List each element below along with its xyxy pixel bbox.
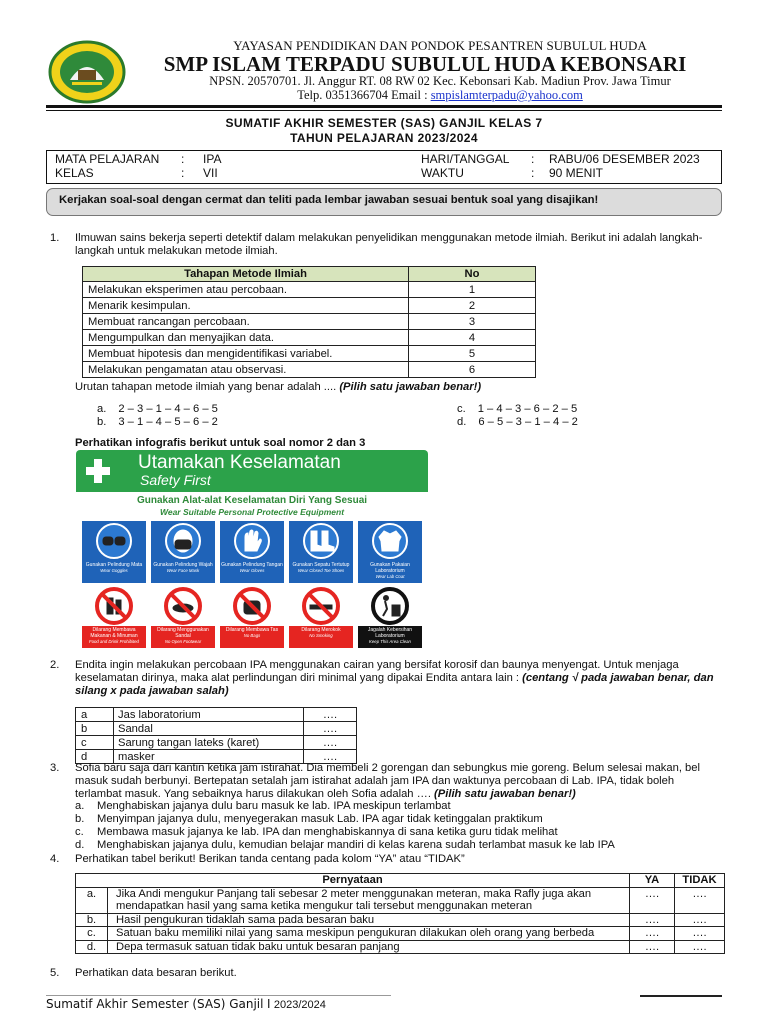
footer-separator: I bbox=[266, 997, 271, 1011]
option-text: 1 – 4 – 3 – 6 – 2 – 5 bbox=[477, 403, 578, 415]
hari-label: HARI/TANGGAL bbox=[421, 152, 510, 166]
waktu-value: 90 MENIT bbox=[549, 166, 604, 180]
method-number: 4 bbox=[409, 330, 536, 346]
statement-text: Satuan baku memiliki nilai yang sama meskipun pengukuran dilakukan oleh orang yang berbeda bbox=[108, 927, 630, 941]
face-mask-icon bbox=[163, 521, 203, 561]
q5-text: Perhatikan data besaran berikut. bbox=[75, 967, 237, 979]
table-row bbox=[76, 927, 725, 941]
infographic-title: Utamakan Keselamatan bbox=[138, 452, 341, 473]
mapel-colon: : bbox=[181, 152, 185, 166]
statement-text: Hasil pengukuran tidaklah sama pada besaran baku bbox=[108, 913, 630, 927]
q4-text: Perhatikan tabel berikut! Berikan tanda centang pada kolom “YA” atau “TIDAK” bbox=[75, 853, 465, 865]
method-number: 2 bbox=[409, 298, 536, 314]
option-letter: b bbox=[76, 722, 114, 736]
q4-th-ya: YA bbox=[630, 874, 675, 888]
method-step: Membuat hipotesis dan mengidentifikasi variabel. bbox=[83, 346, 409, 362]
required-label-en: Wear Closed Toe Shoes bbox=[297, 568, 345, 573]
q3-option-c[interactable] bbox=[75, 826, 558, 838]
ya-answer-cell[interactable]: …. bbox=[630, 927, 675, 941]
q1-th-no: No bbox=[409, 267, 536, 282]
required-label-id: Gunakan Pelindung Tangan bbox=[221, 562, 283, 568]
prohibited-card-icon-area bbox=[289, 586, 353, 626]
foundation-name: YAYASAN PENDIDIKAN DAN PONDOK PESANTREN SUBULUL HUDA bbox=[233, 38, 647, 53]
required-card-label bbox=[151, 561, 215, 583]
q3-body: Sofia baru saja dari kantin ketika jam istirahat. Dia membeli 2 gorengan dan sebungkus mie goreng. Belum selesai makan, bel masuk sudah berbunyi. Bertepatan setalah jam istirahat adalah jam IPA dan waktunya percobaan di Lab. IPA, tidak boleh terlambat masuk. Yang sebaiknya harus dilakukan oleh Sofia adalah …. bbox=[75, 762, 700, 800]
q3-option-a[interactable] bbox=[75, 800, 451, 812]
option-text: Menyimpan jajanya dulu, menyegerakan masuk Lab. IPA agar tidak ketinggalan praktikum bbox=[97, 813, 543, 825]
q5-number: 5. bbox=[50, 967, 60, 979]
ppe-prohibited-row bbox=[82, 586, 422, 648]
q2-number: 2. bbox=[50, 659, 60, 671]
ya-answer-cell[interactable]: …. bbox=[630, 940, 675, 954]
gloves-icon bbox=[232, 521, 272, 561]
q1-option-a[interactable] bbox=[97, 403, 218, 415]
tidak-answer-cell[interactable]: …. bbox=[675, 927, 725, 941]
statement-letter: c. bbox=[76, 927, 108, 941]
no-food-icon bbox=[94, 586, 134, 626]
footer-rule-right bbox=[640, 995, 722, 997]
required-label-en: Wear Lab Coat bbox=[375, 574, 405, 579]
required-card bbox=[151, 521, 215, 583]
no-sandal-icon bbox=[163, 586, 203, 626]
method-step: Menarik kesimpulan. bbox=[83, 298, 409, 314]
method-number: 1 bbox=[409, 282, 536, 298]
required-card bbox=[220, 521, 284, 583]
q1-prompt bbox=[75, 381, 481, 393]
option-text: Menghabiskan jajanya dulu baru masuk ke lab. IPA meskipun terlambat bbox=[97, 800, 451, 812]
q1-method-table bbox=[82, 266, 536, 378]
tidak-answer-cell[interactable]: …. bbox=[675, 913, 725, 927]
email-link[interactable]: smpislamterpadu@yahoo.com bbox=[430, 88, 583, 102]
table-row bbox=[83, 330, 536, 346]
kelas-colon: : bbox=[181, 166, 185, 180]
option-letter: c bbox=[76, 736, 114, 750]
option-letter: a. bbox=[97, 403, 107, 415]
q1-number: 1. bbox=[50, 232, 60, 244]
table-row bbox=[76, 736, 357, 750]
table-row bbox=[83, 346, 536, 362]
q1-th-step: Tahapan Metode Ilmiah bbox=[83, 267, 409, 282]
prohibited-card bbox=[289, 586, 353, 648]
prohibited-label-en: No Smoking bbox=[309, 633, 333, 638]
option-text: 6 – 5 – 3 – 1 – 4 – 2 bbox=[478, 416, 578, 428]
prohibited-label-en: No Open Footwear bbox=[164, 639, 202, 644]
method-step: Mengumpulkan dan menyajikan data. bbox=[83, 330, 409, 346]
required-label-en: Wear Face Mask bbox=[166, 568, 200, 573]
goggles-icon bbox=[94, 521, 134, 561]
q3-option-d[interactable] bbox=[75, 839, 615, 851]
q2-text bbox=[75, 659, 725, 698]
footer-title: Sumatif Akhir Semester (SAS) Ganjil bbox=[46, 997, 264, 1011]
option-text: Menghabiskan jajanya dulu, kemudian belajar mandiri di kelas karena sudah terlambat masuk ke lab IPA bbox=[97, 839, 615, 851]
table-row bbox=[76, 940, 725, 954]
table-row bbox=[83, 298, 536, 314]
mapel-label: MATA PELAJARAN bbox=[55, 152, 160, 166]
option-letter: a. bbox=[75, 800, 85, 812]
prohibited-card bbox=[151, 586, 215, 648]
footer-year: 2023/2024 bbox=[273, 999, 326, 1011]
option-letter: d. bbox=[457, 416, 467, 428]
instruction-text: Kerjakan soal-soal dengan cermat dan teliti pada lembar jawaban sesuai bentuk soal yang disajikan! bbox=[59, 194, 599, 206]
option-text: Jas laboratorium bbox=[114, 708, 304, 722]
safety-infographic bbox=[76, 450, 428, 648]
required-card bbox=[289, 521, 353, 583]
required-card-icon-area bbox=[358, 521, 422, 561]
q1-prompt-text: Urutan tahapan metode ilmiah yang benar adalah .... bbox=[75, 381, 340, 393]
q3-em: (Pilih satu jawaban benar!) bbox=[434, 788, 576, 800]
ppe-required-row bbox=[82, 521, 422, 583]
waktu-label: WAKTU bbox=[421, 166, 464, 180]
option-letter: c. bbox=[75, 826, 84, 838]
table-row bbox=[83, 314, 536, 330]
option-text: 2 – 3 – 1 – 4 – 6 – 5 bbox=[118, 403, 218, 415]
required-card-label bbox=[289, 561, 353, 583]
prohibited-label-en: Keep This Area Clean bbox=[369, 639, 411, 644]
prohibited-label-id: Dilarang Membawa Tas bbox=[225, 627, 279, 633]
q3-number: 3. bbox=[50, 762, 60, 774]
prohibited-card bbox=[220, 586, 284, 648]
statement-letter: a. bbox=[76, 887, 108, 913]
method-number: 5 bbox=[409, 346, 536, 362]
required-label-id: Gunakan Pelindung Mata bbox=[85, 562, 143, 568]
school-address: NPSN. 20570701. Jl. Anggur RT. 08 RW 02 Kec. Kebonsari Kab. Madiun Prov. Jawa Timur bbox=[209, 74, 671, 88]
required-label-id: Gunakan Pakaian Laboratorium bbox=[370, 562, 410, 574]
infographic-lead: Perhatikan infografis berikut untuk soal nomor 2 dan 3 bbox=[75, 437, 366, 449]
answer-cell[interactable]: …. bbox=[304, 708, 357, 722]
prohibited-label-en: Food and Drink Prohibited bbox=[89, 639, 139, 644]
ya-answer-cell[interactable]: …. bbox=[630, 913, 675, 927]
q4-th-statement: Pernyataan bbox=[76, 874, 630, 888]
q1-option-c[interactable] bbox=[457, 403, 577, 415]
option-letter: b. bbox=[75, 813, 85, 825]
phone-text: Telp. 0351366704 Email : bbox=[297, 88, 428, 102]
required-card-label bbox=[358, 561, 422, 583]
q2-ppe-table bbox=[75, 707, 357, 764]
required-label-en: Wear Goggles bbox=[100, 568, 128, 573]
answer-cell[interactable]: …. bbox=[304, 736, 357, 750]
required-label-id: Gunakan Sepatu Tertutup bbox=[292, 562, 350, 568]
prohibited-card-label bbox=[82, 626, 146, 648]
boots-icon bbox=[301, 521, 341, 561]
prohibited-label-id: Dilarang Merokok bbox=[301, 627, 341, 633]
exam-identity-box bbox=[46, 150, 722, 184]
option-letter: d. bbox=[75, 839, 85, 851]
method-step: Membuat rancangan percobaan. bbox=[83, 314, 409, 330]
kop-line-thick bbox=[46, 105, 722, 108]
prohibited-card bbox=[358, 586, 422, 648]
no-smoking-icon bbox=[301, 586, 341, 626]
exam-title: SUMATIF AKHIR SEMESTER (SAS) GANJIL KELAS 7 bbox=[225, 116, 543, 130]
table-row bbox=[76, 722, 357, 736]
q1-prompt-em: (Pilih satu jawaban benar!) bbox=[339, 381, 482, 393]
prohibited-card bbox=[82, 586, 146, 648]
q1-option-b[interactable] bbox=[97, 416, 218, 428]
mapel-value: IPA bbox=[203, 152, 222, 166]
method-number: 3 bbox=[409, 314, 536, 330]
hari-colon: : bbox=[531, 152, 535, 166]
prohibited-label-id: Dilarang Menggunakan Sandal bbox=[157, 627, 209, 639]
statement-letter: d. bbox=[76, 940, 108, 954]
table-row bbox=[83, 362, 536, 378]
required-card-label bbox=[220, 561, 284, 583]
prohibited-label-en: No Bags bbox=[243, 633, 261, 638]
footer-rule-left bbox=[46, 995, 391, 996]
table-row bbox=[76, 913, 725, 927]
table-row bbox=[83, 282, 536, 298]
table-row bbox=[76, 887, 725, 913]
method-step: Melakukan eksperimen atau percobaan. bbox=[83, 282, 409, 298]
required-card-icon-area bbox=[220, 521, 284, 561]
infographic-green-banner bbox=[76, 450, 428, 492]
q4-statement-table bbox=[75, 873, 725, 954]
infographic-subtitle: Safety First bbox=[140, 472, 211, 488]
school-contact bbox=[130, 88, 750, 103]
required-card-icon-area bbox=[151, 521, 215, 561]
kelas-label: KELAS bbox=[55, 166, 94, 180]
instruction-box bbox=[46, 188, 722, 216]
prohibited-card-label bbox=[358, 626, 422, 648]
page-footer bbox=[46, 997, 326, 1011]
tidak-answer-cell[interactable]: …. bbox=[675, 940, 725, 954]
ppe-heading-en: Wear Suitable Personal Protective Equipment bbox=[159, 507, 345, 517]
option-letter: c. bbox=[457, 403, 466, 415]
option-text: Membawa masuk jajanya ke lab. IPA dan menghabiskannya di sana ketika guru tidak melihat bbox=[97, 826, 558, 838]
exam-year: TAHUN PELAJARAN 2023/2024 bbox=[290, 131, 478, 145]
q2-em: (centang √ pada jawaban benar, dan silang x pada jawaban salah) bbox=[75, 672, 714, 697]
prohibited-card-label bbox=[151, 626, 215, 648]
q3-text bbox=[75, 762, 723, 801]
keep-clean-icon bbox=[370, 586, 410, 626]
required-card-icon-area bbox=[82, 521, 146, 561]
kop-line-thin bbox=[46, 110, 722, 111]
required-label-id: Gunakan Pelindung Wajah bbox=[153, 562, 213, 568]
lab-coat-icon bbox=[370, 521, 410, 561]
method-step: Melakukan pengamatan atau observasi. bbox=[83, 362, 409, 378]
q2-body: Endita ingin melakukan percobaan IPA menggunakan cairan yang bersifat korosif dan baunya menyengat. Untuk menjaga keselamatan dirinya, maka alat perlindungan diri minimal yang dipakai Endita antara lain : bbox=[75, 659, 679, 684]
required-card-label bbox=[82, 561, 146, 583]
statement-text: Jika Andi mengukur Panjang tali sebesar 2 meter menggunakan meteran, maka Rafly juga akan mendapatkan hasil yang sama ketika mengukur tali tersebut menggunakan meteran bbox=[108, 887, 630, 913]
school-logo bbox=[48, 40, 126, 104]
ppe-heading: Gunakan Alat-alat Keselamatan Diri Yang Sesuai bbox=[136, 495, 368, 506]
option-text: masker bbox=[114, 750, 304, 764]
table-row bbox=[76, 708, 357, 722]
method-number: 6 bbox=[409, 362, 536, 378]
prohibited-card-icon-area bbox=[82, 586, 146, 626]
waktu-colon: : bbox=[531, 166, 535, 180]
first-aid-cross-icon bbox=[82, 456, 114, 486]
required-card bbox=[358, 521, 422, 583]
prohibited-card-label bbox=[289, 626, 353, 648]
option-letter: a bbox=[76, 708, 114, 722]
no-bag-icon bbox=[232, 586, 272, 626]
ya-answer-cell[interactable]: …. bbox=[630, 887, 675, 913]
prohibited-label-id: Jagalah Kebersihan Laboratorium bbox=[367, 627, 413, 639]
tidak-answer-cell[interactable]: …. bbox=[675, 887, 725, 913]
answer-cell[interactable]: …. bbox=[304, 722, 357, 736]
prohibited-card-icon-area bbox=[220, 586, 284, 626]
required-label-en: Wear Gloves bbox=[239, 568, 265, 573]
kelas-value: VII bbox=[203, 166, 218, 180]
answer-cell[interactable]: …. bbox=[304, 750, 357, 764]
q4-number: 4. bbox=[50, 853, 60, 865]
q4-th-tidak: TIDAK bbox=[675, 874, 725, 888]
prohibited-label-id: Dilarang Membawa Makanan & Minuman bbox=[90, 627, 138, 639]
prohibited-card-icon-area bbox=[151, 586, 215, 626]
option-letter: b. bbox=[97, 416, 107, 428]
required-card-icon-area bbox=[289, 521, 353, 561]
statement-text: Depa termasuk satuan tidak baku untuk besaran panjang bbox=[108, 940, 630, 954]
q1-option-d[interactable] bbox=[457, 416, 578, 428]
option-letter: d bbox=[76, 750, 114, 764]
option-text: Sandal bbox=[114, 722, 304, 736]
required-card bbox=[82, 521, 146, 583]
option-text: Sarung tangan lateks (karet) bbox=[114, 736, 304, 750]
school-name: SMP ISLAM TERPADU SUBULUL HUDA KEBONSARI bbox=[163, 52, 687, 76]
prohibited-card-label bbox=[220, 626, 284, 648]
hari-value: RABU/06 DESEMBER 2023 bbox=[549, 152, 700, 166]
q1-text: Ilmuwan sains bekerja seperti detektif dalam melakukan penyelidikan menggunakan metode ilmiah. Berikut ini adalah langkah-langkah untuk melakukan metode ilmiah. bbox=[75, 232, 703, 257]
option-text: 3 – 1 – 4 – 5 – 6 – 2 bbox=[118, 416, 218, 428]
q3-option-b[interactable] bbox=[75, 813, 543, 825]
statement-letter: b. bbox=[76, 913, 108, 927]
prohibited-card-icon-area bbox=[358, 586, 422, 626]
